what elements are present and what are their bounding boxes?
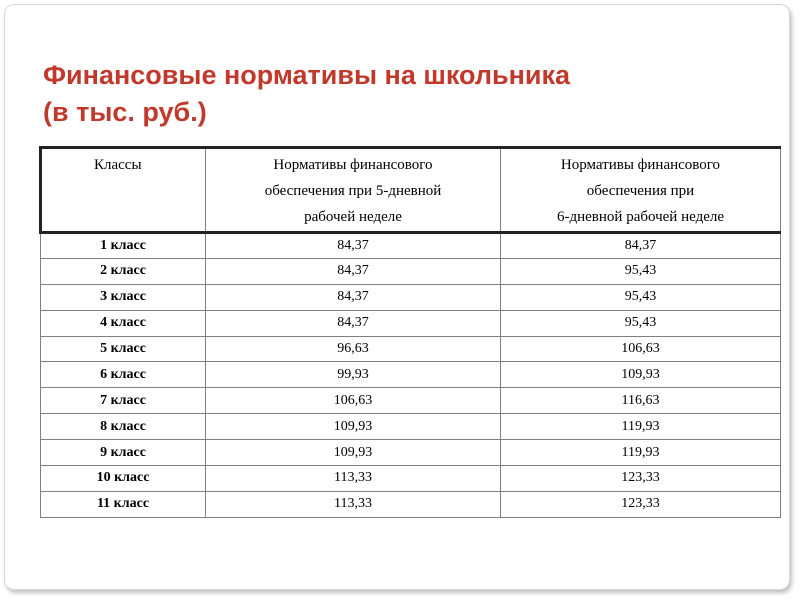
five-day-value: 99,93 [206, 362, 501, 388]
five-day-value: 113,33 [206, 491, 501, 517]
header-grades: Классы [41, 148, 206, 233]
five-day-value: 109,93 [206, 440, 501, 466]
six-day-value: 84,37 [501, 233, 781, 259]
header-five-day-line-2: обеспечения при 5-дневной [264, 183, 442, 199]
grade-cell: 1 класс [41, 233, 206, 259]
six-day-value: 116,63 [501, 388, 781, 414]
six-day-value: 119,93 [501, 414, 781, 440]
grade-cell: 10 класс [41, 466, 206, 492]
table-row [41, 440, 781, 466]
six-day-value: 119,93 [501, 440, 781, 466]
grade-cell: 6 класс [41, 362, 206, 388]
five-day-value: 96,63 [206, 336, 501, 362]
header-six-day-line-3: 6-дневной рабочей неделе [557, 209, 724, 225]
six-day-value: 123,33 [501, 491, 781, 517]
table-row [41, 284, 781, 310]
six-day-value: 123,33 [501, 466, 781, 492]
norms-table [39, 146, 781, 518]
table-row [41, 233, 781, 259]
six-day-value: 95,43 [501, 310, 781, 336]
table-row [41, 414, 781, 440]
five-day-value: 84,37 [206, 310, 501, 336]
six-day-value: 95,43 [501, 258, 781, 284]
table-row [41, 491, 781, 517]
header-six-day-line-1: Нормативы финансового [560, 157, 721, 173]
header-five-day [206, 148, 501, 233]
grade-cell: 8 класс [41, 414, 206, 440]
five-day-value: 106,63 [206, 388, 501, 414]
grade-cell: 3 класс [41, 284, 206, 310]
header-six-day [501, 148, 781, 233]
header-six-day-line-2: обеспечения при [586, 183, 695, 199]
table-row [41, 310, 781, 336]
title-line-1: Финансовые нормативы на школьника [43, 60, 571, 90]
header-five-day-line-3: рабочей неделе [304, 209, 402, 225]
norms-table-container [39, 146, 779, 518]
table-row [41, 336, 781, 362]
six-day-value: 109,93 [501, 362, 781, 388]
title-line-2: (в тыс. руб.) [43, 97, 207, 127]
slide-frame [4, 4, 790, 590]
table-row [41, 362, 781, 388]
six-day-value: 106,63 [501, 336, 781, 362]
grade-cell: 7 класс [41, 388, 206, 414]
grade-cell: 2 класс [41, 258, 206, 284]
table-row [41, 466, 781, 492]
table-row [41, 388, 781, 414]
five-day-value: 109,93 [206, 414, 501, 440]
grade-cell: 9 класс [41, 440, 206, 466]
grade-cell: 11 класс [41, 491, 206, 517]
table-header-row [41, 148, 781, 233]
table-row [41, 258, 781, 284]
six-day-value: 95,43 [501, 284, 781, 310]
header-five-day-line-1: Нормативы финансового [273, 157, 433, 173]
slide-title [43, 57, 763, 131]
grade-cell: 5 класс [41, 336, 206, 362]
five-day-value: 113,33 [206, 466, 501, 492]
grade-cell: 4 класс [41, 310, 206, 336]
five-day-value: 84,37 [206, 233, 501, 259]
five-day-value: 84,37 [206, 284, 501, 310]
five-day-value: 84,37 [206, 258, 501, 284]
